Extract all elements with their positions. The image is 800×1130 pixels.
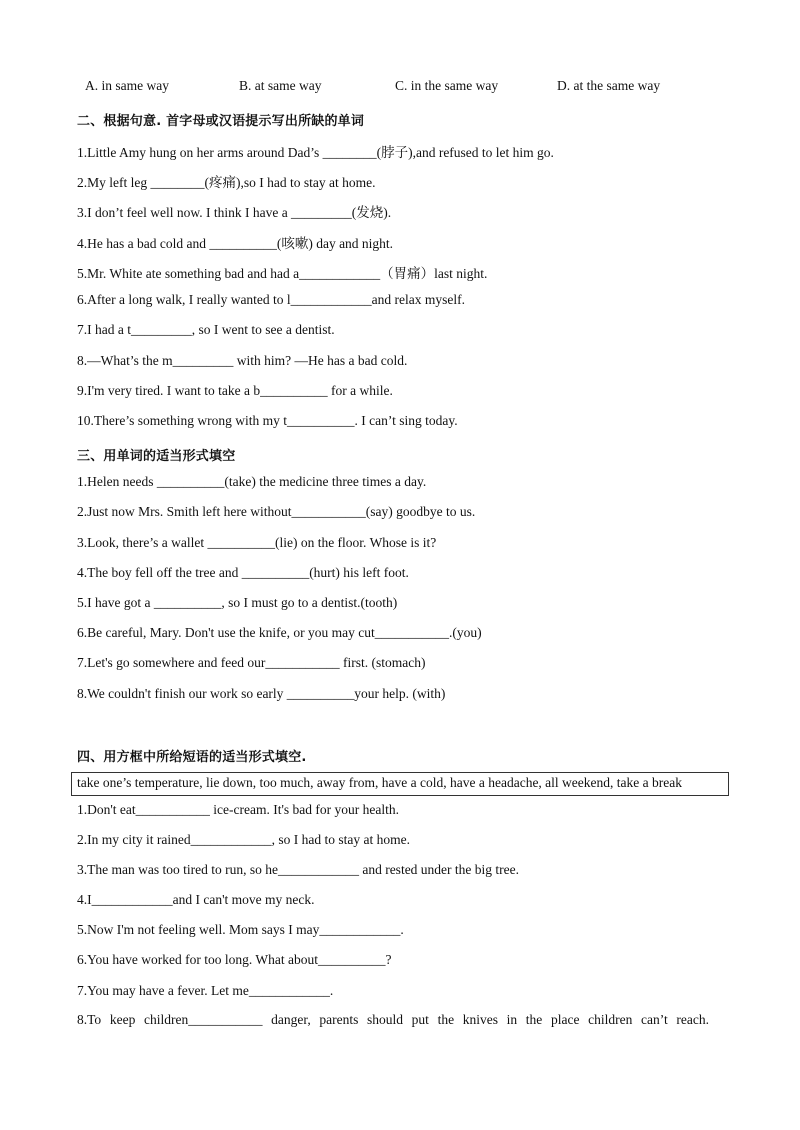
question-line: 4.The boy fell off the tree and __________(hurt) his left foot. xyxy=(77,565,409,580)
question-line: 6.After a long walk, I really wanted to l____________and relax myself. xyxy=(77,292,466,307)
question-line: 10.There’s something wrong with my t__________. I can’t sing today. xyxy=(77,413,458,428)
question-line: 1.Don't eat___________ ice-cream. It's bad for your health. xyxy=(77,802,400,817)
question-line: 5.Now I'm not feeling well. Mom says I may____________. xyxy=(77,922,404,937)
question-line: 3.Look, there’s a wallet __________(lie) on the floor. Whose is it? xyxy=(77,535,437,550)
phrase-box: take one’s temperature, lie down, too much, away from, have a cold, have a headache, all weekend, take a break xyxy=(71,772,729,796)
section-3-heading: 三、用单词的适当形式填空 xyxy=(77,449,236,464)
question-line: 6.You have worked for too long. What about__________? xyxy=(77,952,392,967)
question-line: 7.Let's go somewhere and feed our___________ first. (stomach) xyxy=(77,655,426,670)
question-line: 8.We couldn't finish our work so early __________your help. (with) xyxy=(77,686,446,701)
option-a: A. in same way xyxy=(85,78,169,93)
section-2-heading: 二、根据句意. 首字母或汉语提示写出所缺的单词 xyxy=(77,114,365,129)
question-line: 6.Be careful, Mary. Don't use the knife, or you may cut___________.(you) xyxy=(77,625,482,640)
question-line: 5.I have got a __________, so I must go to a dentist.(tooth) xyxy=(77,595,398,610)
question-line: 4.I____________and I can't move my neck. xyxy=(77,892,315,907)
option-b: B. at same way xyxy=(239,78,322,93)
question-line: 8.—What’s the m_________ with him? —He has a bad cold. xyxy=(77,353,408,368)
question-line: 4.He has a bad cold and __________(咳嗽) day and night. xyxy=(77,236,394,251)
option-d: D. at the same way xyxy=(557,78,661,93)
question-line: 2.In my city it rained____________, so I had to stay at home. xyxy=(77,832,410,847)
answer-options-row xyxy=(85,78,725,100)
question-line: 7.I had a t_________, so I went to see a dentist. xyxy=(77,322,335,337)
question-line: 3.I don’t feel well now. I think I have a _________(发烧). xyxy=(77,205,392,220)
question-line: 8.To keep children___________ danger, parents should put the knives in the place children can’t reach. xyxy=(77,1012,709,1027)
question-line: 1.Little Amy hung on her arms around Dad’s ________(脖子),and refused to let him go. xyxy=(77,145,554,160)
question-line: 1.Helen needs __________(take) the medicine three times a day. xyxy=(77,474,427,489)
question-line: 2.My left leg ________(疼痛),so I had to stay at home. xyxy=(77,175,376,190)
question-line: 7.You may have a fever. Let me____________. xyxy=(77,983,334,998)
option-c: C. in the same way xyxy=(395,78,499,93)
question-line: 9.I'm very tired. I want to take a b__________ for a while. xyxy=(77,383,393,398)
section-4-heading: 四、用方框中所给短语的适当形式填空. xyxy=(77,750,307,765)
question-line: 2.Just now Mrs. Smith left here without___________(say) goodbye to us. xyxy=(77,504,476,519)
question-line: 3.The man was too tired to run, so he____________ and rested under the big tree. xyxy=(77,862,520,877)
question-line: 5.Mr. White ate something bad and had a____________（胃痛）last night. xyxy=(77,266,488,281)
